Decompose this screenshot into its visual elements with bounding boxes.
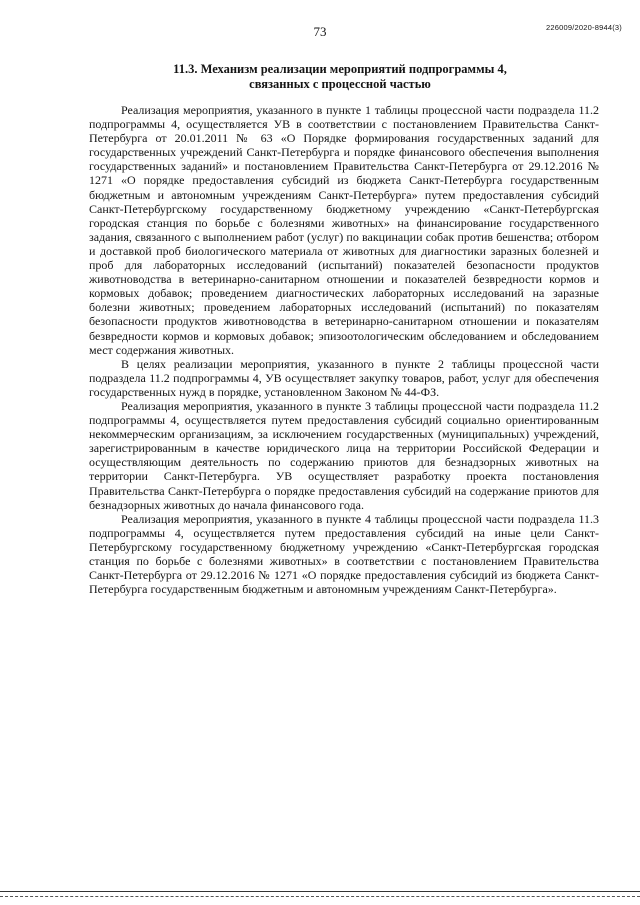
paragraph-3: Реализация мероприятия, указанного в пункте 3 таблицы процессной части подраздела 11.2 подпрограммы 4, осуществляется путем предоставления субсидий социально ориентированным некоммерческим организациям, за исключением государственных (муниципальных) учреждений, зарегистрированным в качестве юридического лица на территории Российской Федерации и осуществляющим деятельность по содержанию приютов для безнадзорных животных на территории Санкт-Петербурга. УВ осуществляет разработку проекта постановления Правительства Санкт-Петербурга о порядке предоставления субсидий на содержание приютов для безнадзорных животных до начала финансового года. <box>89 398 599 512</box>
section-heading <box>80 62 600 92</box>
document-body <box>89 103 599 596</box>
page-number: 73 <box>313 24 327 39</box>
section-heading-line-2: связанных с процессной частью <box>249 77 431 91</box>
paragraph-4: Реализация мероприятия, указанного в пункте 4 таблицы процессной части подраздела 11.3 подпрограммы 4, осуществляется путем предоставления субсидий на иные цели Санкт-Петербургскому государственному бюджетному учреждению «Санкт-Петербургская городская станция по борьбе с болезнями животных» в соответствии с постановлением Правительства Санкт-Петербурга от 29.12.2016 № 1271 «О порядке предоставления субсидий из бюджета Санкт-Петербурга государственным бюджетным и автономным учреждениям Санкт-Петербурга». <box>89 511 599 597</box>
paragraph-1: Реализация мероприятия, указанного в пункте 1 таблицы процессной части подраздела 11.2 подпрограммы 4, осуществляется УВ в соответствии с постановлением Правительства Санкт-Петербурга от 20.01.2011 № 63 «О Порядке формирования государственных заданий для государственных учреждений Санкт-Петербурга и порядке финансового обеспечения выполнения государственных заданий» и постановлением Правительства Санкт-Петербурга от 29.12.2016 № 1271 «О порядке предоставления субсидий из бюджета Санкт-Петербурга государственным бюджетным и автономным учреждениям Санкт-Петербурга» путем предоставления субсидий Санкт-Петербургскому государственному бюджетному учреждению «Санкт-Петербургская городская станция по борьбе с болезнями животных» на финансирование государственного задания, связанного с выполнением работ (услуг) по вакцинации собак против бешенства; отбором и доставкой проб биологического материала от животных для диагностики заразных болезней и проб для лабораторных исследований (испытаний) показателей безопасности продуктов животноводства в ветеринарно-санитарном отношении и показателей безвредности кормов и кормовых добавок; проведением диагностических лабораторных исследований на заразные болезни животных; проведением лабораторных исследований (испытаний) по показателям безопасности продуктов животноводства в ветеринарно-санитарном отношении и показателям безвредности кормов и кормовых добавок; эпизоотологическим обследованием и обследованием мест содержания животных. <box>89 103 599 357</box>
scan-bottom-edge <box>0 891 640 897</box>
document-registration-code: 226009/2020-8944(3) <box>546 23 622 32</box>
section-heading-line-1: 11.3. Механизм реализации мероприятий подпрограммы 4, <box>173 62 507 76</box>
paragraph-2: В целях реализации мероприятия, указанного в пункте 2 таблицы процессной части подраздела 11.2 подпрограммы 4, УВ осуществляет закупку товаров, работ, услуг для обеспечения государственных нужд в порядке, установленном Законом № 44-ФЗ. <box>89 356 599 399</box>
